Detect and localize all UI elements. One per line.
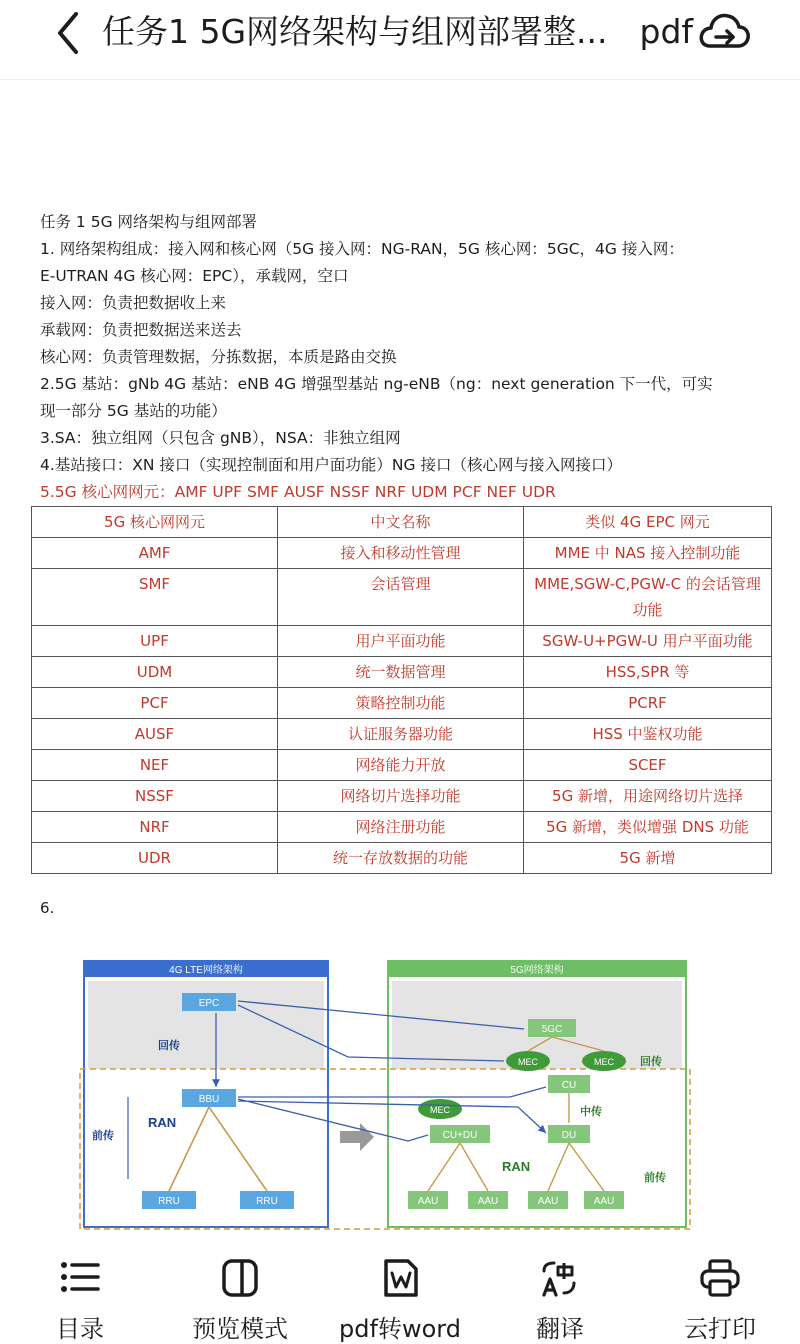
rru-label-2: RRU (256, 1196, 278, 1207)
rru-label-1: RRU (158, 1196, 180, 1207)
back-button[interactable] (44, 8, 94, 58)
table-row (32, 843, 772, 874)
transition-arrow (340, 1123, 374, 1151)
cloud-print-button[interactable] (650, 1241, 790, 1343)
table-row (32, 657, 772, 688)
table-row (32, 750, 772, 781)
table-cell: SMF (32, 569, 278, 626)
preview-icon (218, 1257, 262, 1299)
doc-line: 4.基站接口：XN 接口（实现控制面和用户面功能）NG 接口（核心网与接入网接口） (40, 456, 622, 474)
doc-line: 承载网：负责把数据送来送去 (40, 321, 242, 339)
pdf-to-word-button[interactable] (330, 1241, 470, 1343)
table-row (32, 626, 772, 657)
table-cell: 网络切片选择功能 (278, 781, 524, 812)
lte-title: 4G LTE网络架构 (169, 965, 243, 976)
preview-mode-label: 预览模式 (192, 1315, 288, 1343)
bbu-label: BBU (198, 1094, 220, 1105)
table-cell: AUSF (32, 719, 278, 750)
aau-label-4: AAU (593, 1196, 615, 1207)
printer-icon (698, 1257, 742, 1299)
doc-line-core-ne: 5.5G 核心网网元：AMF UPF SMF AUSF NSSF NRF UDM PCF NEF UDR (40, 483, 556, 501)
pdf-page[interactable] (0, 81, 800, 1241)
table-cell: MME,SGW-C,PGW-C 的会话管理功能 (524, 569, 772, 626)
table-cell: 认证服务器功能 (278, 719, 524, 750)
table-cell: NSSF (32, 781, 278, 812)
table-cell: 策略控制功能 (278, 688, 524, 719)
table-cell: 会话管理 (278, 569, 524, 626)
mec-label-1: MEC (518, 1057, 538, 1067)
table-cell: MME 中 NAS 接入控制功能 (524, 538, 772, 569)
aau-label-2: AAU (477, 1196, 499, 1207)
table-header-cell: 中文名称 (278, 507, 524, 538)
du-label: DU (561, 1130, 577, 1141)
table-header-cell: 类似 4G EPC 网元 (524, 507, 772, 538)
core-network-elements-table (31, 506, 772, 874)
document-body (40, 209, 780, 506)
table-cell: 网络注册功能 (278, 812, 524, 843)
fivegc-label: 5GC (541, 1024, 563, 1035)
table-cell: SGW-U+PGW-U 用户平面功能 (524, 626, 772, 657)
table-header-row (32, 507, 772, 538)
table-row (32, 538, 772, 569)
table-cell: UDR (32, 843, 278, 874)
aau-label-1: AAU (417, 1196, 439, 1207)
mec-label-3: MEC (430, 1105, 450, 1115)
bottom-toolbar (0, 1241, 800, 1343)
bbu-rru-links (169, 1107, 267, 1191)
backhaul-label-2: 回传 (640, 1056, 662, 1068)
midhaul-label: 中传 (580, 1106, 602, 1118)
table-cell: HSS 中鉴权功能 (524, 719, 772, 750)
aau-label-3: AAU (537, 1196, 559, 1207)
table-cell: SCEF (524, 750, 772, 781)
mec-label-2: MEC (594, 1057, 614, 1067)
table-cell: UPF (32, 626, 278, 657)
section-6-label: 6. (40, 899, 55, 917)
table-cell: UDM (32, 657, 278, 688)
cudu-label: CU+DU (442, 1130, 478, 1141)
doc-line: 核心网：负责管理数据，分拣数据，本质是路由交换 (40, 348, 397, 366)
cloud-upload-icon (696, 6, 752, 58)
doc-line: 现一部分 5G 基站的功能） (40, 402, 227, 420)
toc-label: 目录 (56, 1315, 104, 1343)
preview-mode-button[interactable] (170, 1241, 310, 1343)
table-cell: PCRF (524, 688, 772, 719)
doc-line: E-UTRAN 4G 核心网：EPC），承载网，空口 (40, 267, 349, 285)
table-cell: PCF (32, 688, 278, 719)
table-row (32, 719, 772, 750)
table-cell: AMF (32, 538, 278, 569)
cloud-upload-button[interactable] (696, 6, 752, 58)
table-cell: 统一数据管理 (278, 657, 524, 688)
doc-line: 接入网：负责把数据收上来 (40, 294, 227, 312)
table-cell: 5G 新增 (524, 843, 772, 874)
table-cell: NEF (32, 750, 278, 781)
epc-label: EPC (198, 998, 220, 1009)
doc-line: 任务 1 5G 网络架构与组网部署 (40, 213, 258, 231)
table-cell: 用户平面功能 (278, 626, 524, 657)
list-icon (58, 1257, 102, 1297)
table-cell: 接入和移动性管理 (278, 538, 524, 569)
table-cell: 5G 新增，类似增强 DNS 功能 (524, 812, 772, 843)
table-header-cell: 5G 核心网网元 (32, 507, 278, 538)
doc-line: 1. 网络架构组成：接入网和核心网（5G 接入网：NG-RAN，5G 核心网：5GC，4G 接入网： (40, 240, 684, 258)
network-architecture-diagram (78, 957, 698, 1233)
chevron-left-icon (44, 8, 94, 58)
nr-title: 5G网络架构 (510, 965, 564, 976)
backhaul-label: 回传 (158, 1040, 180, 1052)
fronthaul-label-2: 前传 (644, 1172, 666, 1184)
top-bar (0, 0, 800, 80)
table-cell: 5G 新增，用途网络切片选择 (524, 781, 772, 812)
translate-button[interactable] (490, 1241, 630, 1343)
table-row (32, 812, 772, 843)
ran-label: RAN (148, 1115, 177, 1130)
table-cell: HSS,SPR 等 (524, 657, 772, 688)
pdf-to-word-label: pdf转word (339, 1315, 461, 1343)
doc-line: 2.5G 基站：gNb 4G 基站：eNB 4G 增强型基站 ng-eNB（ng：next generation 下一代，可实 (40, 375, 713, 393)
file-extension: pdf (639, 12, 694, 51)
table-cell: NRF (32, 812, 278, 843)
table-cell: 网络能力开放 (278, 750, 524, 781)
cloud-print-label: 云打印 (684, 1315, 756, 1343)
translate-label: 翻译 (536, 1315, 584, 1343)
table-cell: 统一存放数据的功能 (278, 843, 524, 874)
fronthaul-label: 前传 (92, 1130, 114, 1142)
translate-icon (538, 1257, 582, 1299)
doc-line: 3.SA：独立组网（只包含 gNB），NSA：非独立组网 (40, 429, 401, 447)
table-row (32, 569, 772, 626)
toc-button[interactable] (10, 1241, 150, 1343)
table-row (32, 688, 772, 719)
cu-label: CU (561, 1080, 577, 1091)
table-row (32, 781, 772, 812)
document-title (102, 8, 693, 56)
document-title-text: 任务1 5G网络架构与组网部署整... (102, 12, 608, 51)
ran-label-2: RAN (502, 1159, 531, 1174)
word-icon (378, 1257, 422, 1299)
